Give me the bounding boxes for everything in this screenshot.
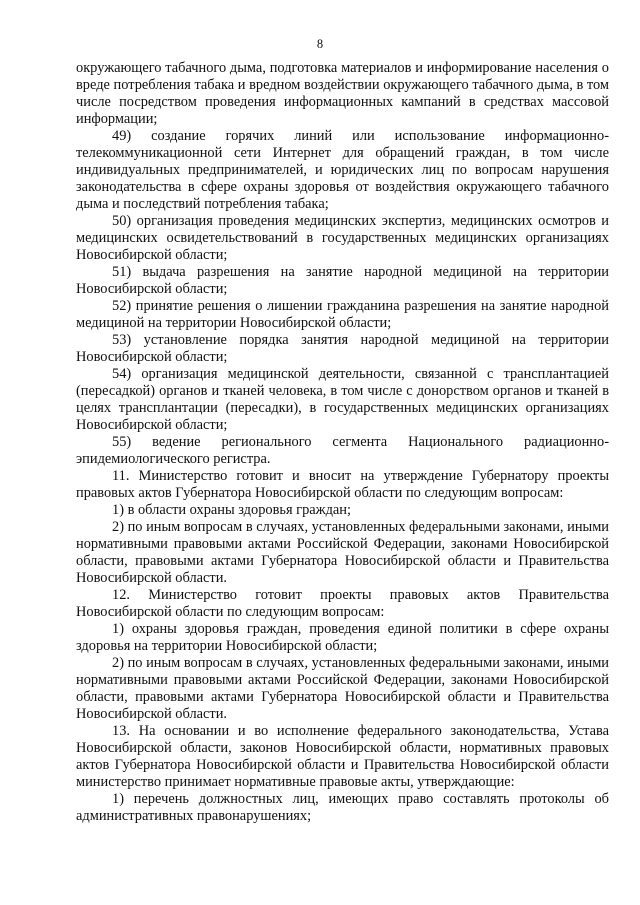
page-number: 8 xyxy=(316,37,324,51)
clause-12-item-1: 1) охраны здоровья граждан, проведения единой политики в сфере охраны здоровья на территории Новосибирской области; xyxy=(76,621,609,654)
list-item-55: 55) ведение регионального сегмента Национального радиационно-эпидемиологического регистра. xyxy=(76,434,609,467)
list-item-51: 51) выдача разрешения на занятие народной медициной на территории Новосибирской области; xyxy=(76,264,609,297)
paragraph-continuation: окружающего табачного дыма, подготовка материалов и информирование населения о вреде потребления табака и вредном воздействии окружающего табачного дыма, в том числе посредством проведения информационных кампаний в средствах массовой информации; xyxy=(76,60,609,127)
clause-12-item-2: 2) по иным вопросам в случаях, установленных федеральными законами, иными нормативными правовыми актами Российской Федерации, законами Новосибирской области, правовыми актами Губернатора Новосибирской области и Правительства Новосибирской области. xyxy=(76,655,609,722)
list-item-53: 53) установление порядка занятия народной медициной на территории Новосибирской области; xyxy=(76,332,609,365)
page-body xyxy=(76,60,609,825)
list-item-54: 54) организация медицинской деятельности, связанной с трансплантацией (пересадкой) органов и тканей человека, в том числе с донорством органов и тканей в целях трансплантации (пересадки), в государственных медицинских организациях Новосибирской области; xyxy=(76,366,609,433)
clause-11: 11. Министерство готовит и вносит на утверждение Губернатору проекты правовых актов Губернатора Новосибирской области по следующим вопросам: xyxy=(76,468,609,501)
list-item-49: 49) создание горячих линий или использование информационно-телекоммуникационной сети Интернет для обращений граждан, в том числе индивидуальных предпринимателей, и юридических лиц по вопросам нарушения законодательства в сфере охраны здоровья от воздействия окружающего табачного дыма и последствий потребления табака; xyxy=(76,128,609,212)
clause-11-item-2: 2) по иным вопросам в случаях, установленных федеральными законами, иными нормативными правовыми актами Российской Федерации, законами Новосибирской области, правовыми актами Губернатора Новосибирской области и Правительства Новосибирской области. xyxy=(76,519,609,586)
clause-12: 12. Министерство готовит проекты правовых актов Правительства Новосибирской области по следующим вопросам: xyxy=(76,587,609,620)
list-item-50: 50) организация проведения медицинских экспертиз, медицинских осмотров и медицинских освидетельствований в государственных медицинских организациях Новосибирской области; xyxy=(76,213,609,263)
list-item-52: 52) принятие решения о лишении гражданина разрешения на занятие народной медициной на территории Новосибирской области; xyxy=(76,298,609,331)
clause-13: 13. На основании и во исполнение федерального законодательства, Устава Новосибирской области, законов Новосибирской области, нормативных правовых актов Губернатора Новосибирской области и Правительства Новосибирской области министерство принимает нормативные правовые акты, утверждающие: xyxy=(76,723,609,790)
clause-13-item-1: 1) перечень должностных лиц, имеющих право составлять протоколы об административных правонарушениях; xyxy=(76,791,609,824)
clause-11-item-1: 1) в области охраны здоровья граждан; xyxy=(112,502,352,518)
